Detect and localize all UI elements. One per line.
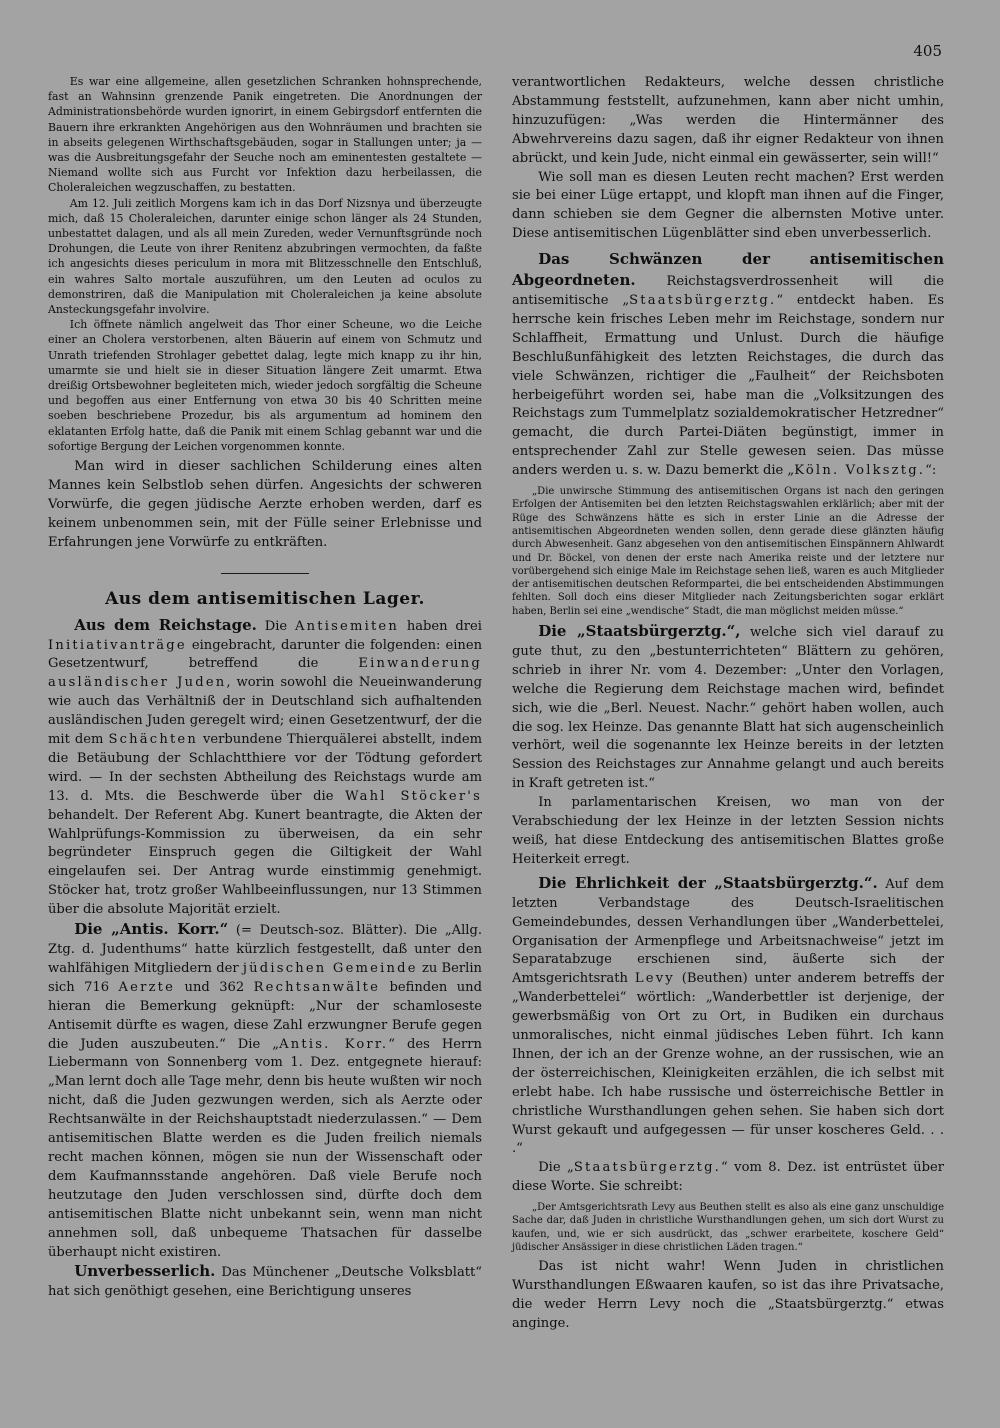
article-unverbesserlich: Unverbesserlich. Das Münchener „Deutsche Volksblatt“ hat sich genöthigt gesehen, eine Berichtigung unseres — [48, 1262, 482, 1300]
right-column — [512, 74, 944, 1334]
quote-koeln-volksztg: „Die unwirsche Stimmung des antisemitischen Organs ist nach den geringen Erfolgen der Antisemiten bei den letzten Reichstagswahlen erklärlich; aber mit der Rüge des Schwänzens hätte es sich in erster Linie an die Adresse der antisemitischen Abgeordneten wenden sollen, denn gerade diese glänzten häufig durch Abwesenheit. Ganz abgesehen von den antisemitischen Einspännern Ahlwardt und Dr. Böckel, von denen der erste nach Amerika reiste und der letztere nur vorübergehend sich einige Male im Reichstage sehen ließ, waren es auch Mitglieder der antisemitischen deutschen Reformpartei, die bei entscheidenden Abstimmungen fehlten. Soll doch eins dieser Mitglieder nach Zeitungsberichten sogar erklärt haben, Berlin sei eine „wendische“ Stadt, die man möglichst meiden müsse.“ — [512, 486, 944, 617]
article-heading: Unverbesserlich. — [74, 1262, 216, 1281]
article-heading: Das Schwänzen der antisemitischen Abgeordneten. — [512, 250, 944, 290]
article-staatsbuergerztg: Die „Staatsbürgerztg.“, welche sich viel darauf zu gute thut, zu den „bestunterrichteten“ Blättern zu gehören, schrieb in ihrer Nr. vom 4. Dezember: „Unter den Vorlagen, welche die Regierung dem Reichstage machen wird, befindet sich, wie die „Berl. Neuest. Nachr.“ gehört haben wollen, auch die sog. lex Heinze. Das genannte Blatt hat sich augenscheinlich verhört, weil die sogenannte lex Heinze bereits in der letzten Session des Reichstages zur Annahme gelangt und auch bereits in Kraft getreten ist.“ — [512, 622, 944, 792]
article-antis-korr: Die „Antis. Korr.“ (= Deutsch-soz. Blätter). Die „Allg. Ztg. d. Judenthums“ hatte kürzlich festgestellt, daß unter den wahlfähigen Mitgliedern der jüdischen Gemeinde zu Berlin sich 716 Aerzte und 362 Rechtsanwälte befinden und hieran die Bemerkung geknüpft: „Nur der schamloseste Antisemit dürfte es wagen, diese Zahl erzwungner Berufe gegen die Juden auszubeuten.“ Die „Antis. Korr.“ des Herrn Liebermann von Sonnenberg vom 1. Dez. entgegnete hierauf: „Man lernt doch alle Tage mehr, denn bis heute wußten wir noch nicht, daß die Juden gezwungen werden, sich als Aerzte oder Rechtsanwälte in der Reichshauptstadt niederzulassen.“ — Dem antisemitischen Blatte werden es die Juden freilich niemals recht machen können, mögen sie nun der Wissenschaft oder dem Kaufmannsstande angehören. Daß viele Berufe noch heutzutage den Juden verschlossen sind, dürfte doch dem antisemitischen Blatte nicht unbekannt sein, wenn man nicht annehmen soll, daß unbequeme Thatsachen für dasselbe überhaupt nicht existiren. — [48, 920, 482, 1260]
article-schwaenzen: Das Schwänzen der antisemitischen Abgeordneten. Reichstagsverdrossenheit will die antisemitische „Staatsbürgerztg.“ entdeckt haben. Es herrsche kein frisches Leben mehr im Reichstage, sondern nur Schlaffheit, Ermattung und Unlust. Durch die häufige Beschlußunfähigkeit des letzten Reichstages, die durch das viele Schwänzen, richtiger die „Faulheit“ der Reichsboten herbeigeführt worden sei, habe man die „Volksitzungen des Reichstags zum Tummelplatz sozialdemokratischer Hetzredner“ gemacht, die durch Partei-Diäten begünstigt, immer in entsprechender Zahl zur Stelle gewesen seien. Das müsse anders werden u. s. w. Dazu bemerkt die „Köln. Volksztg.“: — [512, 250, 944, 479]
page-number: 405 — [913, 42, 942, 60]
article-heading: Die Ehrlichkeit der „Staatsbürgerztg.“. — [538, 873, 878, 892]
quote-staatsbuergerztg: „Der Amtsgerichtsrath Levy aus Beuthen stellt es also als eine ganz unschuldige Sache dar, daß Juden in christliche Wursthandlungen gehen, um sich dort Wurst zu kaufen, und, wie er sich ausdrückt, das „schwer erarbeitete, koschere Geld“ jüdischer Ansässiger in diese christlichen Läden tragen.“ — [512, 1202, 944, 1254]
paragraph-scheune: Ich öffnete nämlich angelweit das Thor einer Scheune, wo die Leiche einer an Cholera verstorbenen, alten Bäuerin auf einem von Schmutz und Unrath triefenden Strohlager gebettet dalag, legte mich knapp zu ihr hin, umarmte sie und hielt sie in dieser Situation längere Zeit umarmt. Etwa dreißig Ortsbewohner begleiteten mich, wieder jedoch sorgfältig die Scheune und begoffen aus einer Entfernung von etwa 30 bis 40 Schritten meine soeben beschriebene Prozedur, bis als argumentum ad hominem den eklatanten Erfolg hatte, daß die Panik mit einem Schlag gebannt war und die sofortige Bergung der Leichen vorgenommen konnte. — [48, 318, 482, 453]
paragraph-entruestet: Die „Staatsbürgerztg.“ vom 8. Dez. ist entrüstet über diese Worte. Sie schreibt: — [512, 1160, 944, 1195]
paragraph-final: Das ist nicht wahr! Wenn Juden in christlichen Wursthandlungen Eßwaaren kaufen, so ist das ihre Privatsache, die weder Herrn Levy noch die „Staatsbürgerztg.“ etwas anginge. — [512, 1259, 944, 1332]
paragraph-luegenblaetter: Wie soll man es diesen Leuten recht machen? Erst werden sie bei einer Lüge ertappt, und klopft man ihnen auf die Finger, dann schieben sie dem Gegner die albernsten Motive unter. Diese antisemitischen Lügenblätter sind eben unverbesserlich. — [512, 169, 944, 242]
paragraph-conclusion: Man wird in dieser sachlichen Schilderung eines alten Mannes kein Selbstlob sehen dürfen. Angesichts der schweren Vorwürfe, die gegen jüdische Aerzte erhoben werden, darf es keinem unbenommen sein, mit der Fülle seiner Erlebnisse und Erfahrungen jene Vorwürfe zu entkräften. — [48, 459, 482, 550]
article-heading: Die „Antis. Korr.“ — [74, 920, 229, 939]
article-heading: Die „Staatsbürgerztg.“, — [538, 622, 741, 640]
section-divider — [221, 573, 309, 574]
section-title: Aus dem antisemitischen Lager. — [105, 588, 425, 609]
article-reichstage: Aus dem Reichstage. Die Antisemiten haben drei Initiativanträge eingebracht, darunter die folgenden: einen Gesetzentwurf, betreffend die Einwanderung ausländischer Juden, worin sowohl die Neueinwanderung wie auch das Verhältniß der in Deutschland sich aufhaltenden ausländischen Juden geregelt wird; einen Gesetzentwurf, der die mit dem Schächten verbundene Thierquälerei abstellt, indem die Betäubung der Schlachtthiere vor der Tödtung gefordert wird. — In der sechsten Abtheilung des Reichstags wurde am 13. d. Mts. die Beschwerde über die Wahl Stöcker's behandelt. Der Referent Abg. Kunert beantragte, die Akten der Wahlprüfungs-Kommission zu überweisen, da ein sehr begründeter Einspruch gegen die Giltigkeit der Wahl eingelaufen sei. Der Antrag wurde einstimmig genehmigt. Stöcker hat, trotz großer Wahlbeeinflussungen, nur 13 Stimmen über die absolute Majorität erzielt. — [48, 615, 482, 918]
article-heading: Aus dem Reichstage. — [74, 615, 257, 634]
paragraph-nizsnya: Am 12. Juli zeitlich Morgens kam ich in das Dorf Nizsnya und überzeugte mich, daß 15 Choleraleichen, darunter einige schon länger als 24 Stunden, unbestattet dalagen, und als all mein Zureden, weder Vernunftsgründe noch Drohungen, die Leute von ihrer Renitenz abzubringen vermochten, da faßte ich angesichts dieses periculum in mora mit Blitzesschnelle den Entschluß, ein wahres Salto mortale auszuführen, um den Leuten ad oculos zu demonstriren, daß die Manipulation mit Choleraleichen ja keine absolute Ansteckungsgefahr involvire. — [48, 196, 482, 317]
article-ehrlichkeit: Die Ehrlichkeit der „Staatsbürgerztg.“. Auf dem letzten Verbandstage des Deutsch-Israelitischen Gemeindebundes, dessen Verhandlungen über „Wanderbettelei, Organisation der Armenpflege und Arbeitsnachweise“ jetzt im Separatabzuge erschienen sind, äußerte sich der Amtsgerichtsrath Levy (Beuthen) unter anderem betreffs der „Wanderbettelei“ wörtlich: „Wanderbettler ist derjenige, der gewerbsmäßig von Ort zu Ort, in Budiken ein durchaus unmoralisches, nicht einmal jüdisches Leben führt. Ich kann Ihnen, der ich an der Grenze wohne, an der russischen, wie an der österreichischen, Kleinigkeiten erzählen, die ich selbst mit erlebt habe. Ich habe russische und österreichische Bettler in christliche Wursthandlungen gehen sehen. Sie haben sich dort Wurst gekauft und aufgegessen — für unser koscheres Geld. . . .“ — [512, 873, 945, 1157]
paragraph-lex-heinze: In parlamentarischen Kreisen, wo man von der Verabschiedung der lex Heinze in der letzten Session nichts weiß, hat diese Entdeckung des antisemitischen Blattes große Heiterkeit erregt. — [512, 795, 944, 867]
left-column — [48, 74, 482, 1302]
paragraph-panic: Es war eine allgemeine, allen gesetzlichen Schranken hohnsprechende, fast an Wahnsinn grenzende Panik eingetreten. Die Anordnungen der Administrationsbehörde wurden ignorirt, in einem Gebirgsdorf entfernten die Bauern ihre erkrankten Angehörigen aus den Wohnräumen und brachten sie in abseits gelegenen Wirthschaftsgebäuden, sogar in Stallungen unter; ja — was die Ausbreitungsgefahr der Seuche noch am eminentesten gestaltete — Niemand wollte sich aus Furcht vor Infektion dazu herbeilassen, die Choleraleichen wegzuschaffen, zu bestatten. — [48, 75, 482, 195]
paragraph-continuation: verantwortlichen Redakteurs, welche dessen christliche Abstammung feststellt, aufzunehmen, kann aber nicht umhin, hinzuzufügen: „Was werden die Hintermänner des Abwehrvereins dazu sagen, daß ihr eigner Redakteur von ihnen abrückt, und kein Jude, nicht einmal ein gewässerter, sein will!“ — [512, 75, 944, 166]
